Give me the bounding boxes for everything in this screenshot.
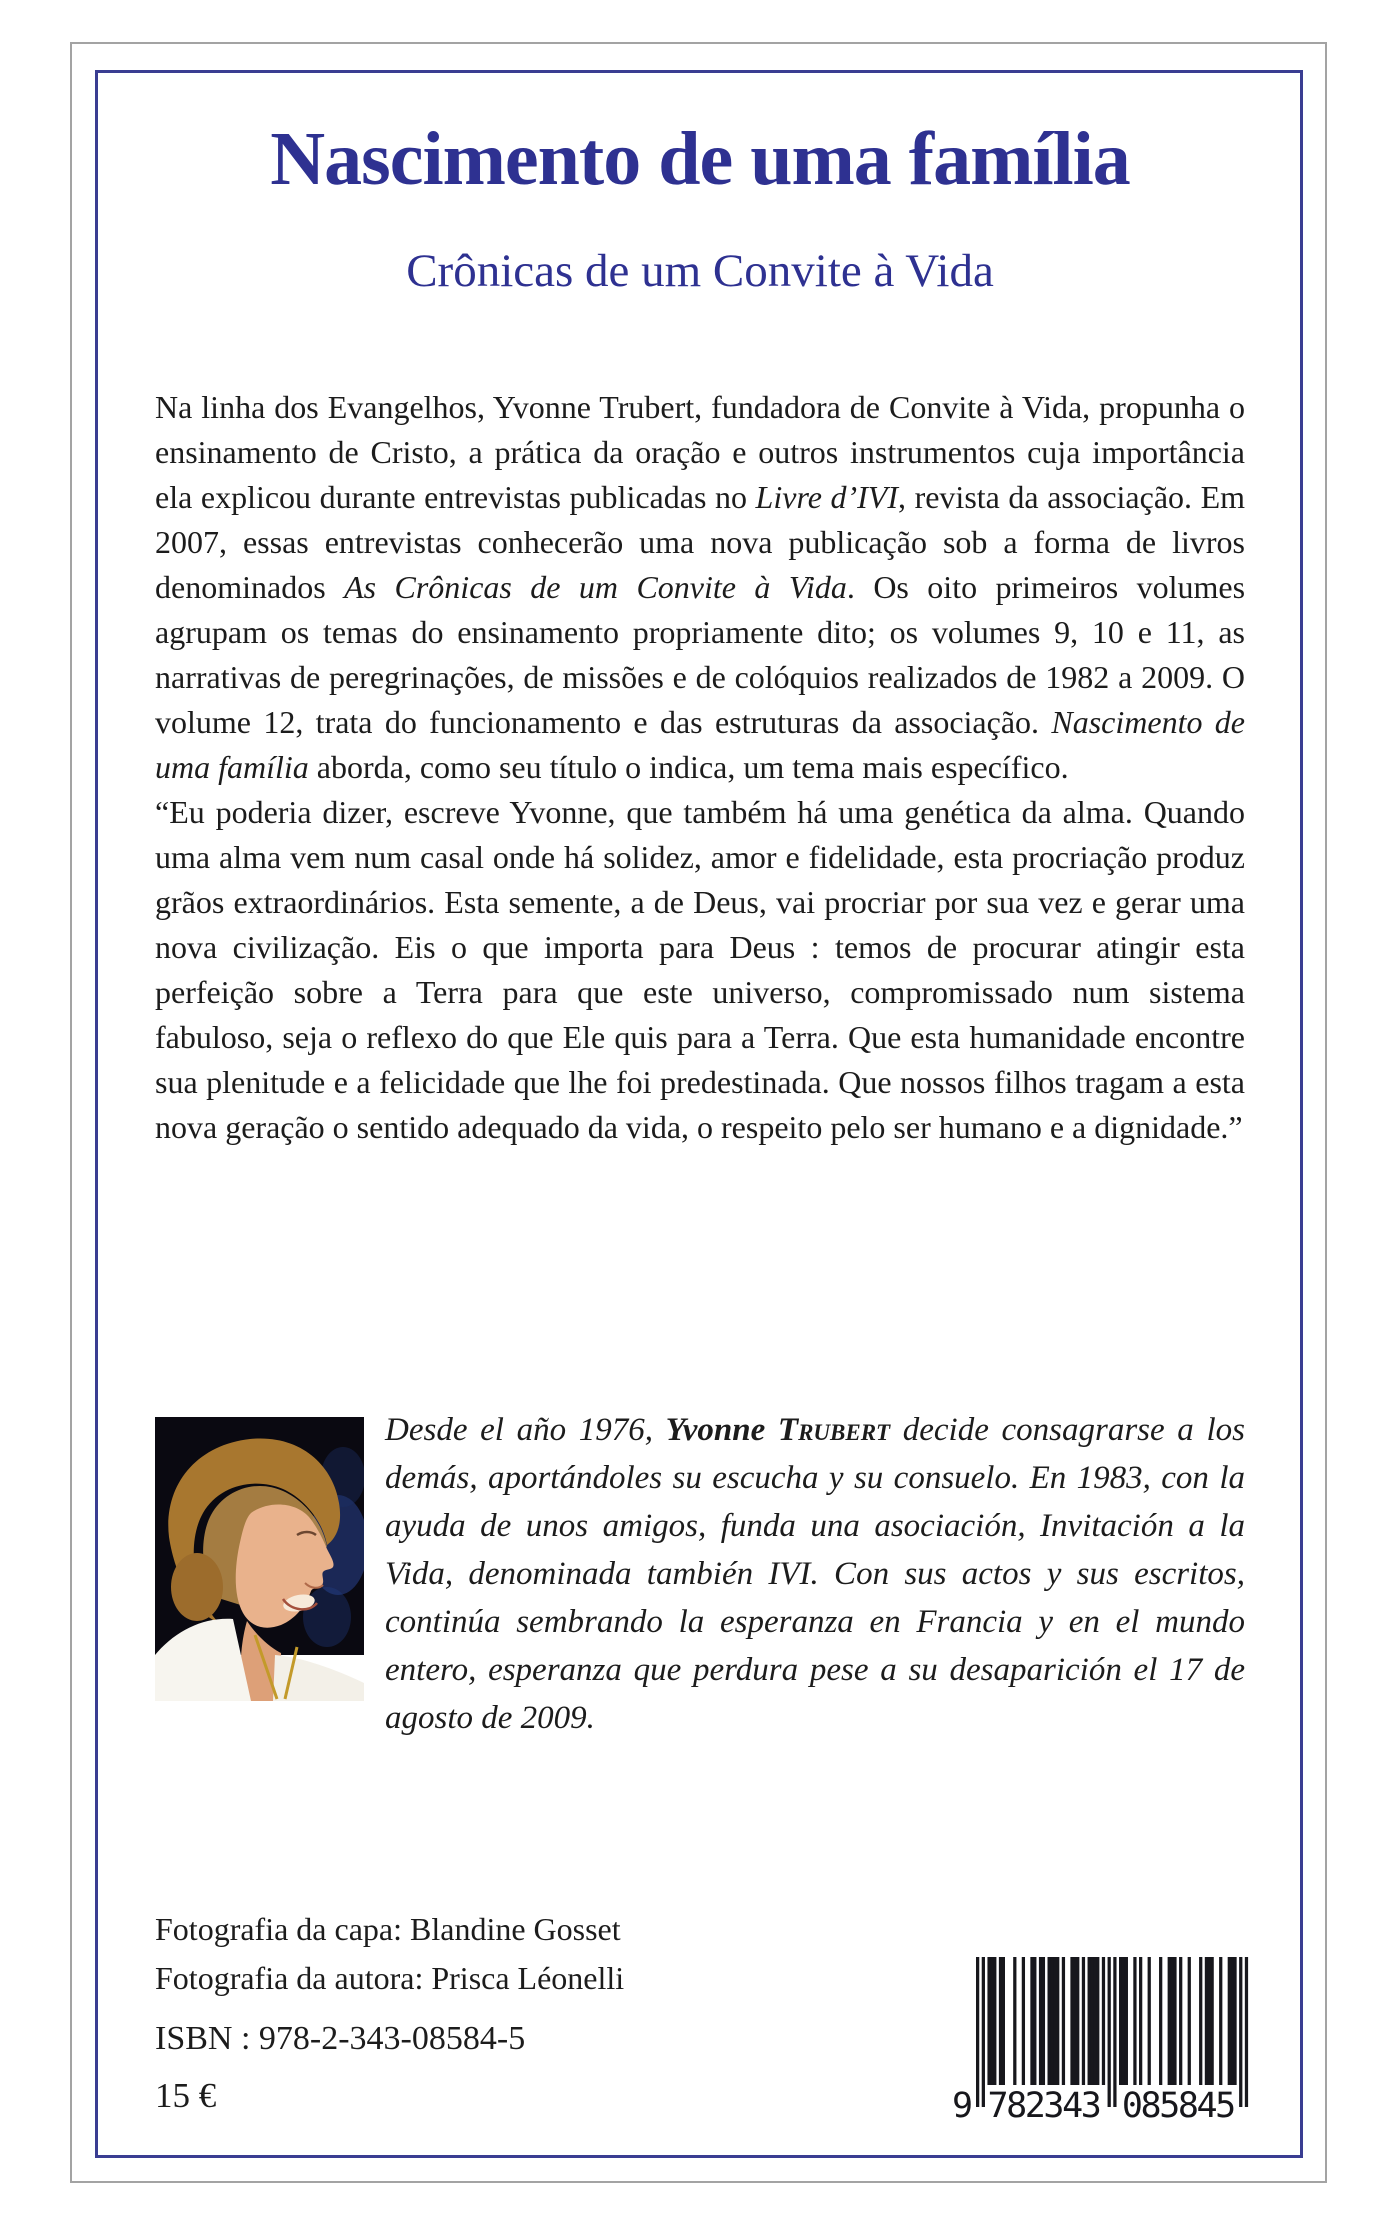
book-title: Nascimento de uma família bbox=[270, 117, 1130, 201]
ean13-barcode-svg bbox=[950, 1957, 1260, 2129]
cover-photo-credit: Fotografia da capa: Blandine Gosset bbox=[155, 1911, 621, 1947]
author-photo-illustration bbox=[155, 1417, 364, 1701]
photo-credits bbox=[155, 1905, 624, 2003]
isbn-text: ISBN : 978-2-343-08584-5 bbox=[155, 2020, 526, 2057]
barcode-digits-left: 782343 bbox=[987, 2086, 1102, 2126]
synopsis-block bbox=[155, 385, 1245, 1150]
author-photo bbox=[155, 1417, 364, 1701]
synopsis-paragraph: Na linha dos Evangelhos, Yvonne Trubert, fundadora de Convite à Vida, propunha o ensinamento de Cristo, a prática da oração e outros instrumentos cuja importância ela explicou durante entrevistas publicadas no Livre d’IVI, revista da associação. Em 2007, essas entrevistas conhecerão uma nova publicação sob a forma de livros denominados As Crônicas de um Convite à Vida. Os oito primeiros volumes agrupam os temas do ensinamento propriamente dito; os volumes 9, 10 e 11, as narrativas de peregrinações, de missões e de colóquios realizados de 1982 a 2009. O volume 12, trata do funcionamento e das estruturas da associação. Nascimento de uma família aborda, como seu título o indica, um tema mais específico. bbox=[155, 389, 1246, 785]
ean13-barcode bbox=[950, 1957, 1260, 2134]
barcode-digit-lead: 9 bbox=[952, 2086, 974, 2126]
barcode-digits-right: 085845 bbox=[1121, 2086, 1237, 2126]
author-bio-paragraph: Desde el año 1976, Yvonne Trubert decide consagrarse a los demás, aportándoles su escucha y su consuelo. En 1983, con la ayuda de unos amigos, funda una asociación, Invitación a la Vida, denominada también IVI. Con sus actos y sus escritos, continúa sembrando la esperanza en Francia y en el mundo entero, esperanza que perdura pese a su desaparición el 17 de agosto de 2009. bbox=[385, 1412, 1245, 1736]
author-photo-credit: Fotografia da autora: Prisca Léonelli bbox=[155, 1960, 625, 1996]
book-subtitle: Crônicas de um Convite à Vida bbox=[406, 245, 994, 297]
author-quote-paragraph: “Eu poderia dizer, escreve Yvonne, que também há uma genética da alma. Quando uma alma vem num casal onde há solidez, amor e fidelidade, esta procriação produz grãos extraordinários. Esta semente, a de Deus, vai procriar por sua vez e gerar uma nova civilização. Eis o que importa para Deus : temos de procurar atingir esta perfeição sobre a Terra para que este universo, compromissado num sistema fabuloso, seja o reflexo do que Ele quis para a Terra. Que esta humanidade encontre sua plenitude e a felicidade que lhe foi predestinada. Que nossos filhos tragam a esta nova geração o sentido adequado da vida, o respeito pelo ser humano e a dignidade.” bbox=[155, 794, 1245, 1145]
price-text: 15 € bbox=[155, 2076, 217, 2115]
